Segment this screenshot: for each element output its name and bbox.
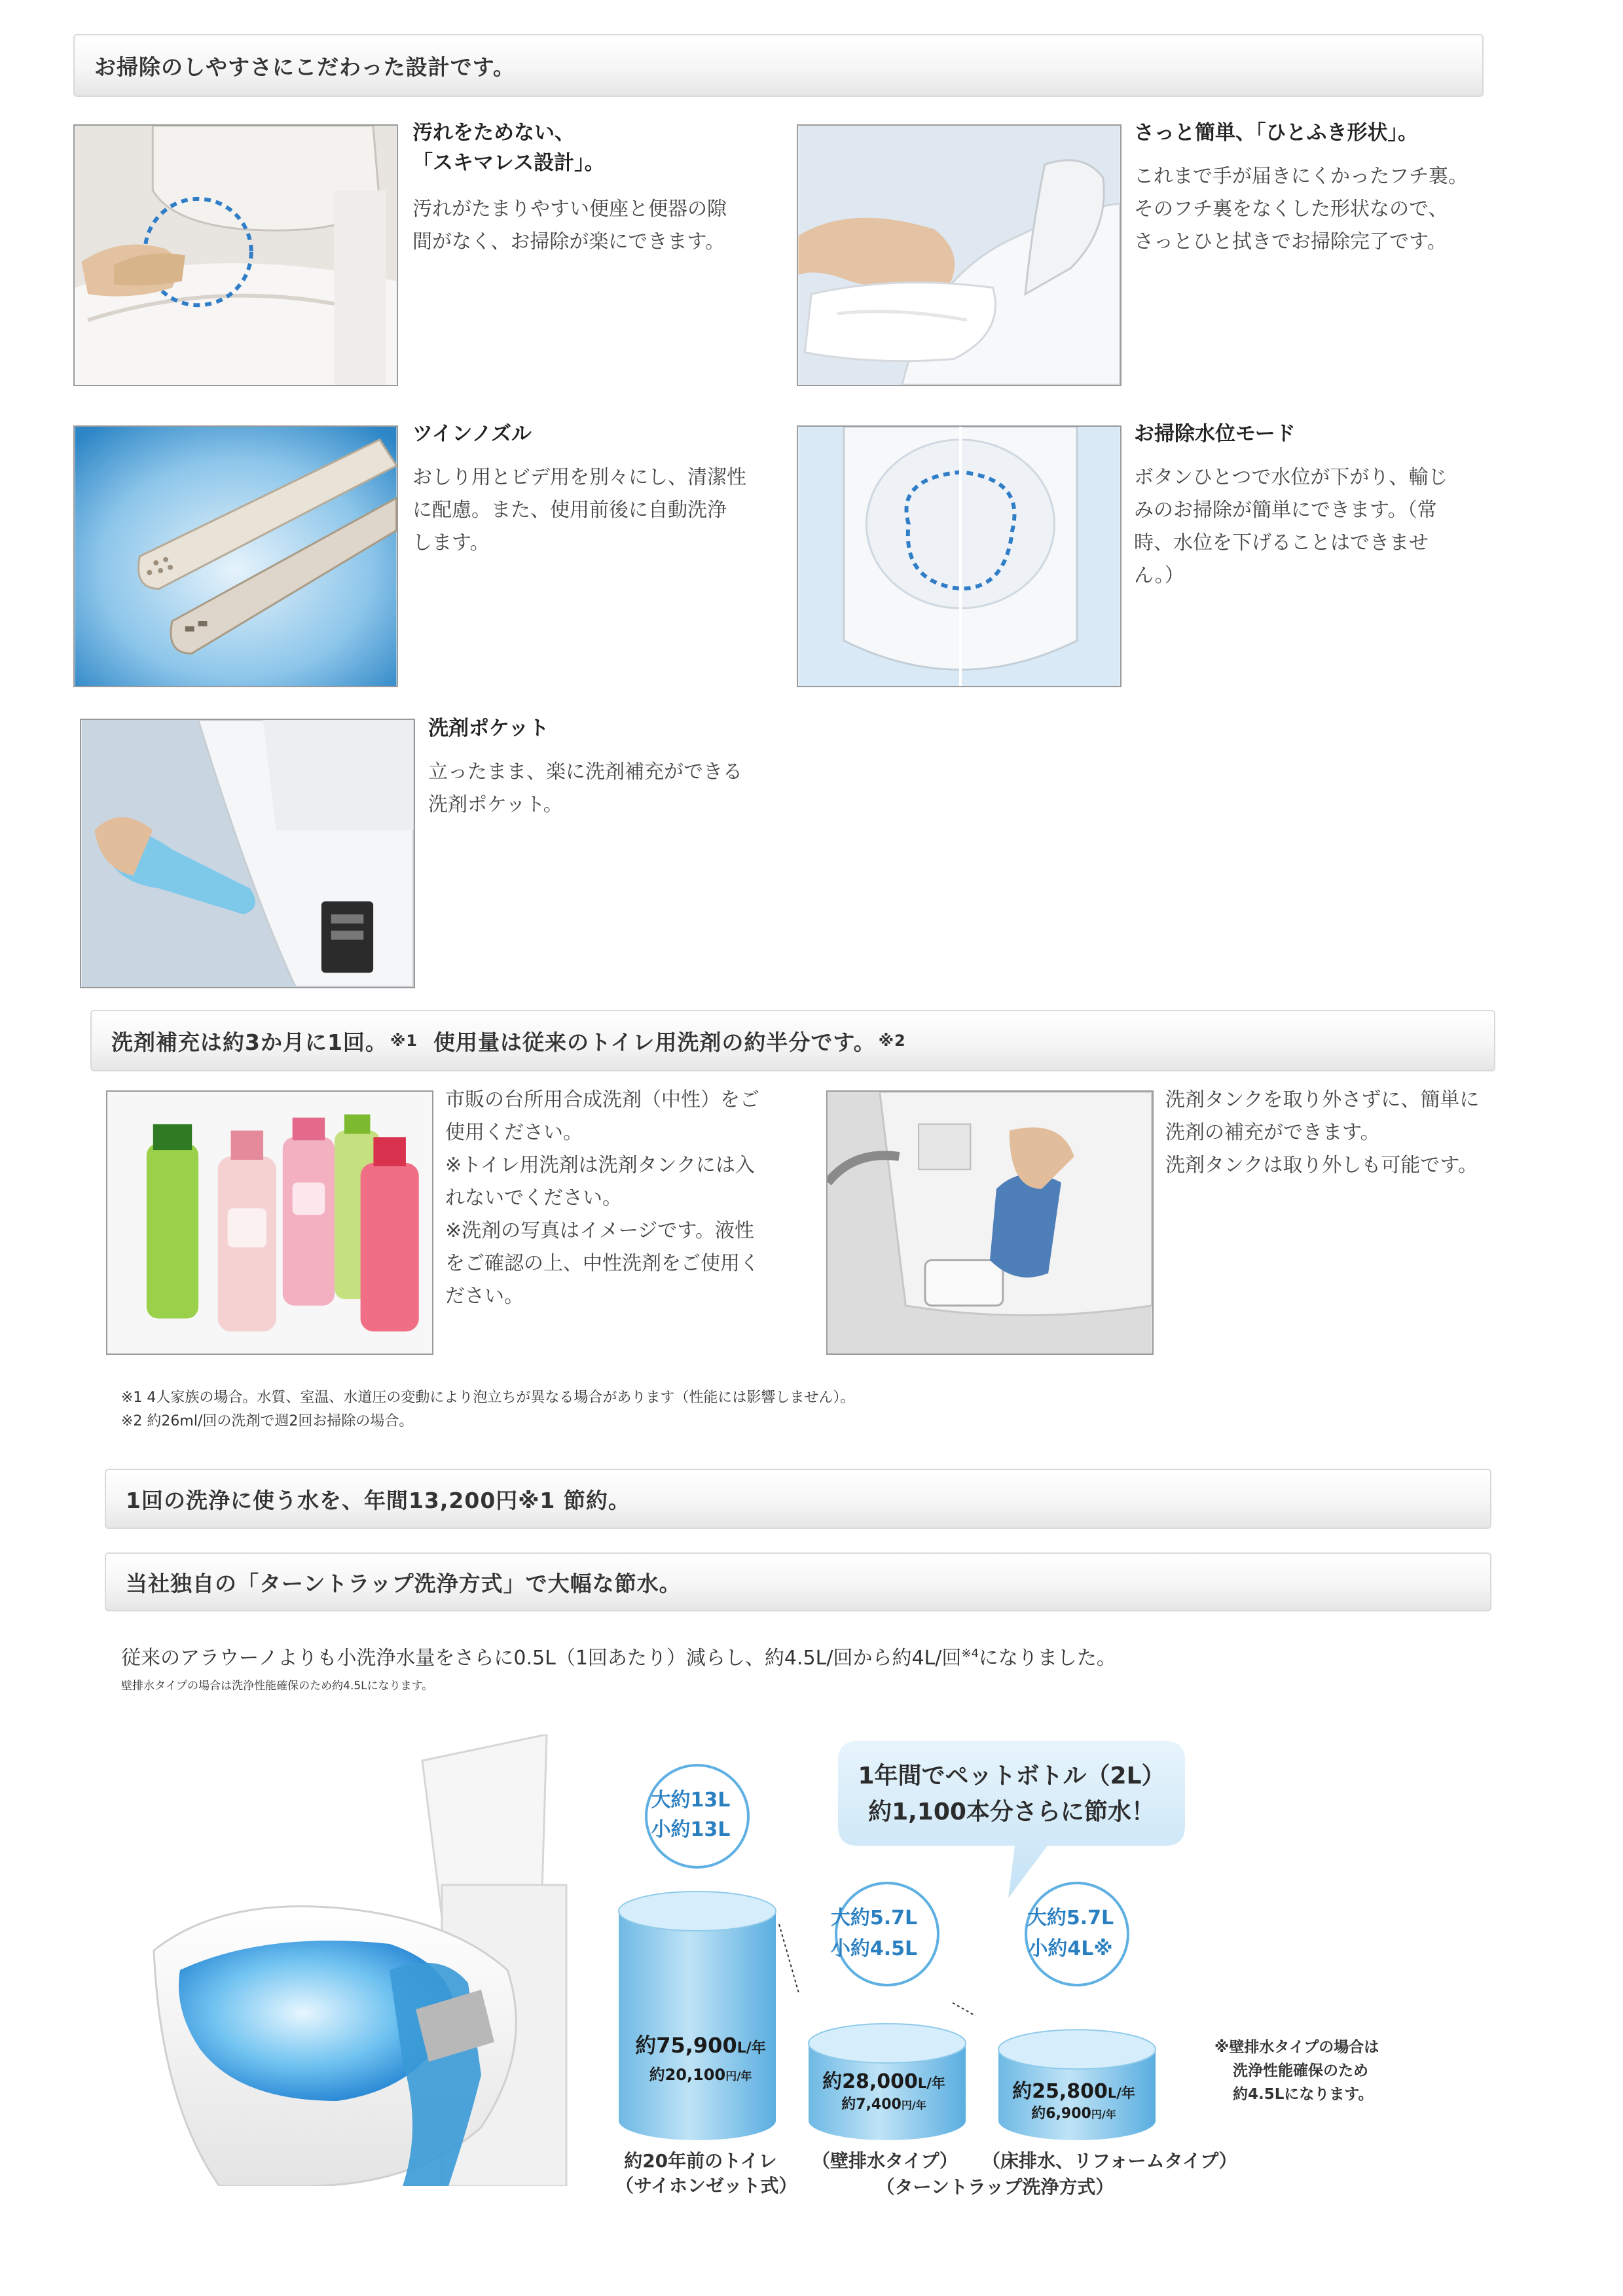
value-text: 約75,900 xyxy=(635,2033,737,2058)
footnote-1: ※1 4人家族の場合。水質、室温、水道圧の変動により泡立ちが異なる場合があります（性能には影響しません）。 xyxy=(121,1390,855,1406)
section-title: 1回の洗浄に使う水を、年間13,200円※1 節約。 xyxy=(126,1487,630,1513)
body-line: れないでください。 xyxy=(445,1187,622,1210)
footnote-mark: ※2 xyxy=(878,1031,906,1050)
note-line: ※壁排水タイプの場合は xyxy=(1214,2039,1379,2056)
title-line: 「スキマレス設計」。 xyxy=(412,151,605,175)
value-text: 約6,900 xyxy=(1031,2106,1091,2122)
body-line: 市販の台所用合成洗剤（中性）をご xyxy=(445,1088,759,1111)
section-header-detergent xyxy=(90,1010,1495,1071)
unit-text: L/年 xyxy=(917,2075,945,2091)
body-line: 汚れがたまりやすい便座と便器の隙 xyxy=(412,198,727,221)
title-line: お掃除水位モード xyxy=(1134,422,1296,446)
water-small-note: 壁排水タイプの場合は洗浄性能確保のため約4.5Lになります。 xyxy=(121,1679,433,1693)
water-usage-chart xyxy=(589,1728,1440,2212)
value-text: 約28,000 xyxy=(822,2070,918,2093)
title-line: さっと簡単、「ひとふき形状」。 xyxy=(1134,121,1418,145)
body-line: そのフチ裏をなくした形状なので、 xyxy=(1134,198,1448,221)
value-text: 約7,400 xyxy=(841,2096,902,2113)
value-label-water-0 xyxy=(629,2029,773,2059)
value-label-cost-1 xyxy=(805,2093,962,2113)
body-line: します。 xyxy=(412,531,490,554)
water-level-mode-photo xyxy=(797,425,1122,687)
feature-body-one-wipe xyxy=(1134,160,1468,259)
value-text: 約20,100 xyxy=(649,2066,726,2084)
chart-side-note xyxy=(1214,2036,1379,2106)
connector-line xyxy=(953,2003,976,2016)
callout-line-2: 約1,100本分さらに節水！ xyxy=(868,1799,1155,1825)
unit-text: L/年 xyxy=(1107,2085,1135,2101)
cylinder-body xyxy=(619,1911,776,2140)
feature-title-seamless xyxy=(412,118,605,178)
body-line: ボタンひとつで水位が下がり、輸じ xyxy=(1134,466,1448,489)
section-title xyxy=(111,1011,922,1070)
body-line: 洗剤タンクは取り外しも可能です。 xyxy=(1165,1154,1478,1177)
connector-line xyxy=(779,1924,799,1993)
feature-body-water-level xyxy=(1134,461,1448,592)
cylinder-top xyxy=(809,2024,966,2063)
body-line: 洗剤ポケット。 xyxy=(428,793,563,816)
body-line: ださい。 xyxy=(445,1285,524,1308)
footnote-2: ※2 約26ml/回の洗剤で週2回お掃除の場合。 xyxy=(121,1413,414,1429)
water-text-end: になりました。 xyxy=(978,1647,1116,1670)
flush-label-large-1: 大約5.7L xyxy=(830,1907,918,1929)
body-line: ※洗剤の写真はイメージです。液性 xyxy=(445,1219,754,1242)
feature-body-seamless xyxy=(412,193,727,259)
body-line: 使用ください。 xyxy=(445,1121,583,1144)
body-line: に配慮。また、使用前後に自動洗浄 xyxy=(412,499,727,522)
detergent-usage-text xyxy=(445,1084,759,1313)
section-header-turn-trap xyxy=(105,1552,1491,1611)
note-line: 約4.5Lになります。 xyxy=(1233,2086,1374,2103)
cylinder-top xyxy=(619,1892,776,1931)
twin-nozzle-photo xyxy=(73,425,398,687)
title-line: 洗剤ポケット xyxy=(428,717,549,740)
category-caption-0b: （サイホンゼット式） xyxy=(615,2175,797,2197)
seamless-design-photo xyxy=(73,124,398,386)
title-line: ツインノズル xyxy=(412,422,532,446)
group-caption: （ターントラップ洗浄方式） xyxy=(876,2176,1114,2198)
feature-body-twin-nozzle xyxy=(412,461,746,560)
body-line: 間がなく、お掃除が楽にできます。 xyxy=(412,230,725,253)
body-line: みのお掃除が簡単にできます。（常 xyxy=(1134,499,1437,522)
body-line: これまで手が届きにくかったフチ裏。 xyxy=(1134,165,1468,188)
category-caption-1: （壁排水タイプ） xyxy=(812,2150,958,2172)
section-header-cleaning xyxy=(73,34,1484,97)
cylinder-top xyxy=(998,2030,1156,2069)
detergent-refill-photo xyxy=(826,1090,1154,1355)
water-text-main: 従来のアラウーノよりも小洗浄水量をさらに0.5L（1回あたり）減らし、約4.5L/回から約4L/回 xyxy=(121,1647,962,1670)
feature-body-detergent-pocket xyxy=(428,756,742,821)
body-line: 時、水位を下げることはできませ xyxy=(1134,531,1429,554)
section-title: お掃除のしやすさにこだわった設計です。 xyxy=(94,54,516,80)
callout-line-1: 1年間でペットボトル（2L） xyxy=(858,1763,1165,1789)
feature-title-water-level xyxy=(1134,419,1296,449)
flush-label-small-0: 小約13L xyxy=(651,1818,731,1841)
value-label-cost-2 xyxy=(995,2102,1152,2123)
section-title-part: 洗剤補充は約3か月に1回。 xyxy=(111,1029,388,1055)
unit-text: 円/年 xyxy=(1091,2108,1116,2121)
feature-title-twin-nozzle xyxy=(412,419,532,449)
section-title-part: 使用量は従来のトイレ用洗剤の約半分です。 xyxy=(433,1029,876,1055)
body-line: 洗剤タンクを取り外さずに、簡単に xyxy=(1165,1088,1480,1111)
body-line: ん。） xyxy=(1134,564,1184,587)
unit-text: L/年 xyxy=(737,2040,766,2056)
detergent-bottles-photo xyxy=(106,1090,433,1355)
value-text: 約25,800 xyxy=(1012,2080,1108,2103)
flush-label-large-2: 大約5.7L xyxy=(1027,1907,1114,1929)
water-reduction-text xyxy=(121,1640,1116,1673)
note-line: 洗浄性能確保のため xyxy=(1233,2062,1368,2079)
toilet-cutaway-illustration xyxy=(141,1734,593,2186)
unit-text: 円/年 xyxy=(725,2070,752,2083)
body-line: 立ったまま、楽に洗剤補充ができる xyxy=(428,761,742,783)
feature-title-one-wipe xyxy=(1134,118,1418,148)
footnote-mark: ※1 xyxy=(390,1031,418,1050)
body-line: をご確認の上、中性洗剤をご使用く xyxy=(445,1252,759,1275)
title-line: 汚れをためない、 xyxy=(412,121,575,145)
body-line: 洗剤の補充ができます。 xyxy=(1165,1121,1380,1144)
body-line: おしり用とビデ用を別々にし、清潔性 xyxy=(412,466,746,489)
value-label-water-2 xyxy=(995,2075,1152,2104)
unit-text: 円/年 xyxy=(901,2099,926,2111)
value-label-cost-0 xyxy=(629,2062,773,2085)
feature-title-detergent-pocket xyxy=(428,713,549,744)
flush-label-large-0: 大約13L xyxy=(651,1789,731,1812)
value-label-water-1 xyxy=(805,2065,962,2094)
body-line: ※トイレ用洗剤は洗剤タンクには入 xyxy=(445,1154,756,1177)
footnote-mark: ※4 xyxy=(961,1647,979,1660)
category-caption-0a: 約20年前のトイレ xyxy=(624,2150,777,2172)
flush-label-small-2: 小約4L※ xyxy=(1028,1937,1113,1960)
detergent-refill-text xyxy=(1165,1084,1479,1182)
category-caption-2: （床排水、リフォームタイプ） xyxy=(982,2150,1237,2172)
flush-label-small-1: 小約4.5L xyxy=(830,1937,918,1960)
detergent-pocket-photo xyxy=(80,719,415,988)
section-header-water-saving xyxy=(105,1469,1491,1529)
one-wipe-shape-photo xyxy=(797,124,1122,386)
body-line: さっとひと拭きでお掃除完了です。 xyxy=(1134,230,1447,253)
section-title: 当社独自の「ターントラップ洗浄方式」で大幅な節水。 xyxy=(126,1570,682,1596)
